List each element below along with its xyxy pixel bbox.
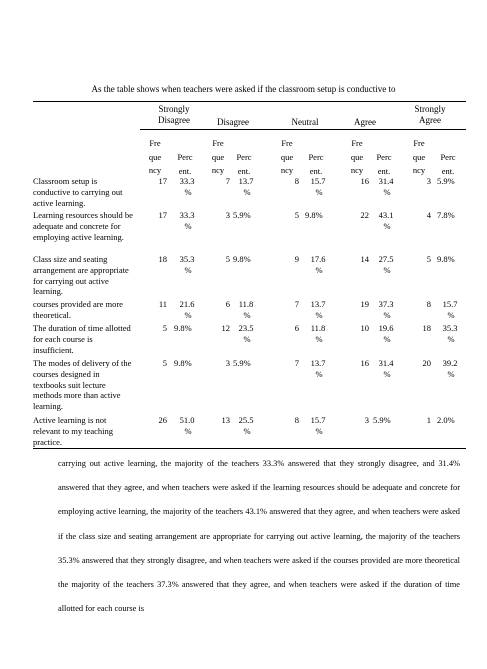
cell-frequency: 14 [360, 254, 369, 264]
cell-frequency: 11 [158, 299, 167, 309]
table-top-rule [33, 101, 466, 102]
header-neutral: Neutral [291, 117, 319, 127]
cell-frequency: 1 [426, 415, 431, 425]
cell-frequency: 3 [426, 176, 431, 186]
subheader-percent: Perc ent. [308, 152, 324, 176]
cell-percent: 5.9% [373, 415, 391, 425]
cell-percent: 27.5 % [378, 254, 394, 275]
table-caption: As the table shows when teachers were asked if the classroom setup is conductive to [91, 84, 396, 94]
cell-percent: 2.0% [437, 415, 455, 425]
cell-frequency: 16 [360, 358, 369, 368]
cell-percent: 21.6 % [179, 299, 195, 320]
cell-frequency: 3 [225, 358, 230, 368]
row-label: courses provided are more theoretical. [33, 299, 123, 320]
cell-frequency: 18 [422, 323, 431, 333]
cell-percent: 5.9% [437, 176, 455, 186]
header-agree: Agree [354, 117, 376, 127]
cell-frequency: 10 [360, 323, 369, 333]
cell-frequency: 5 [225, 254, 230, 264]
subheader-percent: Perc ent. [440, 152, 456, 176]
cell-percent: 23.5 % [238, 323, 254, 344]
cell-percent: 9.8% [437, 254, 455, 264]
cell-percent: 43.1 % [378, 210, 394, 231]
cell-percent: 5.9% [233, 210, 251, 220]
cell-frequency: 3 [364, 415, 369, 425]
row-label: Class size and seating arrangement are appropriate for carrying out active learning. [33, 254, 129, 297]
cell-frequency: 8 [426, 299, 431, 309]
header-rule [140, 129, 466, 130]
cell-frequency: 17 [158, 176, 167, 186]
header-strongly-disagree [150, 104, 198, 126]
cell-frequency: 7 [294, 358, 299, 368]
cell-percent: 11.8 % [310, 323, 326, 344]
cell-frequency: 20 [422, 358, 431, 368]
cell-percent: 9.8% [174, 358, 192, 368]
cell-frequency: 12 [221, 323, 230, 333]
subheader-frequency: Fre que ncy [148, 138, 162, 175]
cell-frequency: 26 [158, 415, 167, 425]
subheader-percent: Perc ent. [376, 152, 392, 176]
cell-percent: 51.0 % [179, 415, 195, 436]
subheader-percent: Perc ent. [177, 152, 193, 176]
row-label: Active learning is not relevant to my teaching practice. [33, 415, 114, 447]
subheader-frequency: Fre que ncy [350, 138, 364, 175]
subheader-frequency: Fre que ncy [280, 138, 294, 175]
cell-frequency: 6 [225, 299, 230, 309]
cell-percent: 13.7 % [238, 176, 254, 197]
cell-percent: 25.5 % [238, 415, 254, 436]
cell-percent: 9.8% [233, 254, 251, 264]
cell-frequency: 5 [426, 254, 431, 264]
cell-percent: 33.3 % [179, 210, 195, 231]
header-strongly-agree-label: Strongly Agree [414, 104, 446, 125]
cell-percent: 13.7 % [310, 358, 326, 379]
cell-frequency: 7 [225, 176, 230, 186]
subheader-frequency: Fre que ncy [412, 138, 426, 175]
row-label: The duration of time allotted for each course is insufficient. [33, 323, 131, 355]
cell-percent: 9.8% [305, 210, 323, 220]
subheader-percent: Perc ent. [236, 152, 252, 176]
cell-percent: 33.3 % [179, 176, 195, 197]
cell-frequency: 22 [360, 210, 369, 220]
cell-percent: 39.2 % [442, 358, 458, 379]
cell-frequency: 8 [294, 415, 299, 425]
header-disagree: Disagree [217, 117, 249, 127]
cell-frequency: 8 [294, 176, 299, 186]
cell-percent: 5.9% [233, 358, 251, 368]
cell-percent: 15.7 % [310, 176, 326, 197]
cell-frequency: 7 [294, 299, 299, 309]
row-label: Learning resources should be adequate and concrete for employing active learning. [33, 210, 133, 242]
cell-frequency: 9 [294, 254, 299, 264]
header-strongly-agree [408, 104, 452, 126]
cell-frequency: 5 [162, 323, 167, 333]
cell-percent: 13.7 % [310, 299, 326, 320]
cell-percent: 35.3 % [179, 254, 195, 275]
cell-percent: 37.3 % [378, 299, 394, 320]
table-bottom-rule [33, 448, 466, 449]
cell-frequency: 13 [221, 415, 230, 425]
cell-percent: 19.6 % [378, 323, 394, 344]
cell-frequency: 18 [158, 254, 167, 264]
cell-percent: 35.3 % [442, 323, 458, 344]
cell-percent: 31.4 % [378, 176, 394, 197]
cell-frequency: 17 [158, 210, 167, 220]
cell-frequency: 5 [294, 210, 299, 220]
cell-frequency: 4 [426, 210, 431, 220]
cell-percent: 11.8 % [238, 299, 254, 320]
cell-percent: 7.8% [437, 210, 455, 220]
cell-percent: 31.4 % [378, 358, 394, 379]
body-paragraph: carrying out active learning, the majority of the teachers 33.3% answered that they strongly disagree, and 31.4% answered that they agree, and when teachers were asked if the learning resources should be adequate and concrete for employing active learning, the majority of the teachers 43.1% answered that they agree, and when teachers were asked if the class size and seating arrangement are appropriate for carrying out active learning, the majority of the teachers 35.3% answered that they strongly disagree, and when teachers were asked if the courses provided are more theoretical the majority of the teachers 37.3% answered that they agree, and when teachers were asked if the duration of time allotted for each course is [58, 459, 460, 614]
cell-percent: 9.8% [174, 323, 192, 333]
cell-frequency: 3 [225, 210, 230, 220]
cell-frequency: 19 [360, 299, 369, 309]
cell-percent: 15.7 % [310, 415, 326, 436]
header-strongly-disagree-label: Strongly Disagree [158, 104, 190, 125]
subheader-frequency: Fre que ncy [211, 138, 225, 175]
cell-frequency: 5 [162, 358, 167, 368]
cell-frequency: 6 [294, 323, 299, 333]
row-label: The modes of delivery of the courses designed in textbooks suit lecture methods more than active learning. [33, 358, 132, 412]
cell-frequency: 16 [360, 176, 369, 186]
cell-percent: 17.6 % [310, 254, 326, 275]
row-label: Classroom setup is conductive to carrying out active learning. [33, 176, 123, 208]
cell-percent: 15.7 % [442, 299, 458, 320]
